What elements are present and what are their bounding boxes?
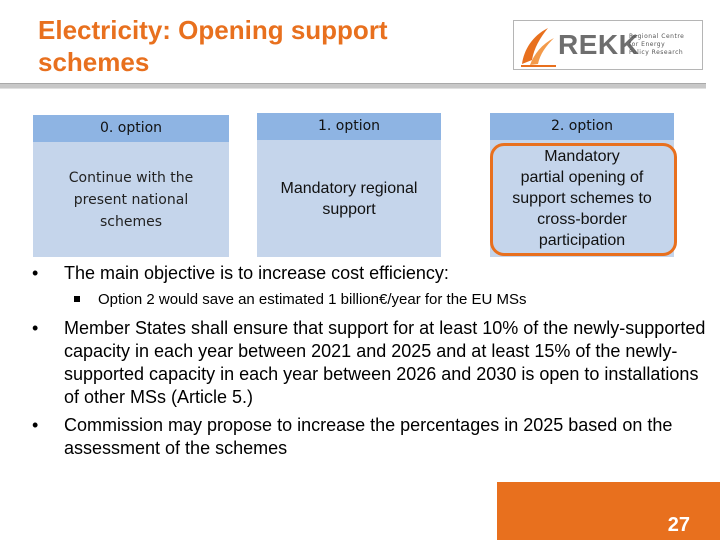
sub-bullet-item xyxy=(28,290,708,309)
option-1-header: 1. option xyxy=(257,113,441,140)
rekk-leaf-icon xyxy=(518,24,558,68)
square-bullet-icon xyxy=(74,296,80,302)
option-2-line: partial opening of xyxy=(520,169,644,186)
bullet-dot-icon: • xyxy=(32,263,39,283)
option-0-line: present national xyxy=(73,191,189,208)
slide-title-line1: Electricity: Opening support xyxy=(38,15,388,45)
option-0-line: schemes xyxy=(99,213,163,230)
option-2-header: 2. option xyxy=(490,113,674,140)
bullet-text: Commission may propose to increase the percentages in 2025 based on the assessment of the schemes xyxy=(64,415,673,458)
title-divider xyxy=(0,83,706,89)
logo-sub-line1: Regional Centre xyxy=(629,33,685,40)
logo-wordmark: REKK xyxy=(558,29,640,60)
slide-title-line2: schemes xyxy=(38,47,150,77)
bullet-list xyxy=(28,262,708,465)
option-0-header: 0. option xyxy=(33,115,229,142)
option-1-line: support xyxy=(322,200,376,218)
option-2-line: cross-border xyxy=(537,211,627,228)
sub-bullet-text: Option 2 would save an estimated 1 billion€/year for the EU MSs xyxy=(98,291,527,308)
option-2-highlight xyxy=(490,143,677,256)
option-0-line: Continue with the xyxy=(68,169,194,186)
bullet-dot-icon: • xyxy=(32,415,39,435)
logo-sub-line3: Policy Research xyxy=(629,49,684,56)
bullet-item xyxy=(28,262,708,285)
option-2-line: Mandatory xyxy=(544,148,620,165)
slide-title xyxy=(38,14,458,78)
option-2-line: participation xyxy=(538,232,626,249)
rekk-logo xyxy=(513,20,703,70)
bullet-text: Member States shall ensure that support for at least 10% of the newly-supported capacity in each year between 2021 and 2025 and at least 15% of the newly-supported capacity in each year between 2026 and 2030 is open to installations of other MSs (Article 5.) xyxy=(64,318,706,407)
option-2-line: support schemes to xyxy=(512,190,652,207)
bullet-dot-icon: • xyxy=(32,318,39,338)
bullet-text: The main objective is to increase cost efficiency: xyxy=(64,263,449,283)
option-1-line: Mandatory regional xyxy=(280,179,418,197)
option-0-body xyxy=(33,142,229,257)
logo-subtitle xyxy=(629,33,684,57)
bullet-item xyxy=(28,414,708,460)
option-1-body xyxy=(257,140,441,257)
bullet-item xyxy=(28,317,708,409)
logo-sub-line2: for Energy xyxy=(629,41,666,48)
page-number: 27 xyxy=(497,483,720,540)
